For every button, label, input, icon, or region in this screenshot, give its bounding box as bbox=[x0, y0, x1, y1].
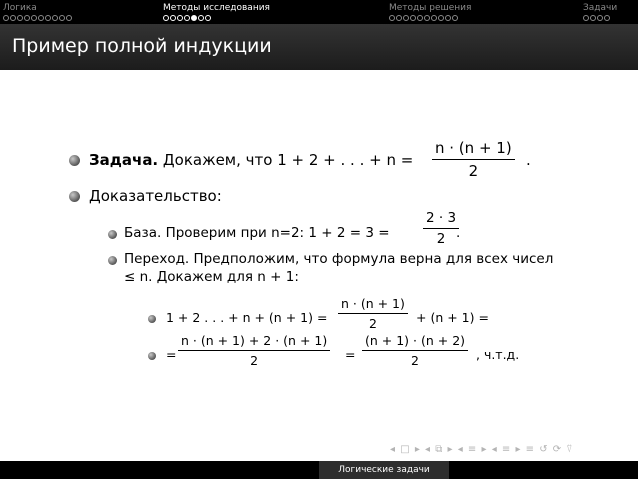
nav-frame-dot[interactable] bbox=[597, 15, 603, 21]
nav-frame-dot[interactable] bbox=[198, 15, 204, 21]
nav-frame-dot[interactable] bbox=[431, 15, 437, 21]
nav-section-dots[interactable] bbox=[3, 15, 73, 21]
task-text: Докажем, что 1 + 2 + . . . + n = bbox=[162, 151, 414, 169]
fraction-numerator: (n + 1) · (n + 2) bbox=[362, 333, 468, 351]
fraction-numerator: n · (n + 1) bbox=[432, 139, 515, 160]
fraction-denominator: 2 bbox=[250, 353, 259, 368]
footer-presentation-title: Логические задачи bbox=[319, 461, 449, 479]
fraction-denominator: 2 bbox=[368, 316, 377, 331]
bullet-icon bbox=[108, 230, 117, 239]
bullet-icon bbox=[148, 315, 156, 323]
fraction-denominator: 2 bbox=[436, 231, 446, 247]
nav-section-label: Логика bbox=[3, 3, 37, 13]
bullet-icon bbox=[148, 352, 156, 360]
nav-frame-dot[interactable] bbox=[170, 15, 176, 21]
nav-frame-dot[interactable] bbox=[445, 15, 451, 21]
nav-frame-dot[interactable] bbox=[438, 15, 444, 21]
nav-frame-dot[interactable] bbox=[52, 15, 58, 21]
nav-section-label: Задачи bbox=[583, 3, 618, 13]
slide-title: Пример полной индукции bbox=[12, 35, 272, 57]
nav-frame-dot[interactable] bbox=[31, 15, 37, 21]
nav-frame-dot[interactable] bbox=[3, 15, 9, 21]
inductive-step-line-1: Переход. Предположим, что формула верна для всех чисел bbox=[124, 251, 554, 267]
nav-frame-dot[interactable] bbox=[417, 15, 423, 21]
nav-frame-dot[interactable] bbox=[396, 15, 402, 21]
nav-frame-dot[interactable] bbox=[590, 15, 596, 21]
equation-line-2-middle: = bbox=[345, 347, 356, 362]
bullet-icon bbox=[108, 256, 117, 265]
nav-frame-dot[interactable] bbox=[403, 15, 409, 21]
nav-frame-dot[interactable] bbox=[424, 15, 430, 21]
inductive-step-line-2: ≤ n. Докажем для n + 1: bbox=[124, 269, 299, 285]
base-case-fraction bbox=[423, 210, 459, 247]
nav-section-label: Методы исследования bbox=[163, 3, 270, 13]
nav-section-solution-methods[interactable] bbox=[389, 3, 471, 21]
nav-frame-dot[interactable] bbox=[163, 15, 169, 21]
equation-line-2-left: = bbox=[166, 347, 177, 362]
fraction-numerator: 2 · 3 bbox=[423, 210, 459, 229]
nav-section-problems[interactable] bbox=[583, 3, 617, 21]
fraction-denominator: 2 bbox=[468, 162, 479, 180]
nav-frame-dot[interactable] bbox=[583, 15, 589, 21]
equation-line-2-fraction-2 bbox=[362, 333, 468, 368]
equation-line-2-fraction-1 bbox=[178, 333, 330, 368]
nav-frame-dot[interactable] bbox=[10, 15, 16, 21]
nav-frame-dot[interactable] bbox=[45, 15, 51, 21]
base-case-text: База. Проверим при n=2: 1 + 2 = 3 = bbox=[124, 225, 390, 241]
proof-heading: Доказательство: bbox=[89, 187, 222, 205]
equation-line-1-left: 1 + 2 . . . + n + (n + 1) = bbox=[166, 310, 328, 325]
task-statement bbox=[89, 151, 413, 169]
nav-section-dots[interactable] bbox=[389, 15, 471, 21]
section-navigation-bar bbox=[0, 0, 638, 24]
nav-section-dots[interactable] bbox=[163, 15, 270, 21]
fraction-denominator: 2 bbox=[411, 353, 419, 368]
nav-frame-dot[interactable] bbox=[17, 15, 23, 21]
footer-bar bbox=[0, 461, 638, 479]
nav-frame-dot[interactable] bbox=[38, 15, 44, 21]
nav-section-label: Методы решения bbox=[389, 3, 472, 13]
task-period: . bbox=[526, 151, 531, 169]
equation-line-1-right: + (n + 1) = bbox=[416, 310, 489, 325]
nav-frame-dot[interactable] bbox=[59, 15, 65, 21]
nav-frame-dot[interactable] bbox=[177, 15, 183, 21]
nav-frame-dot[interactable] bbox=[452, 15, 458, 21]
beamer-navigation-icons[interactable]: ◂ □ ▸ ◂ ⧉ ▸ ◂ ≡ ▸ ◂ ≡ ▸ ≡ ↺ ⟳ ⍢ bbox=[390, 444, 574, 455]
nav-section-logic[interactable] bbox=[3, 3, 73, 21]
nav-section-research-methods[interactable] bbox=[163, 3, 270, 21]
nav-frame-dot[interactable] bbox=[66, 15, 72, 21]
nav-frame-dot[interactable] bbox=[389, 15, 395, 21]
nav-frame-dot[interactable] bbox=[410, 15, 416, 21]
nav-frame-dot[interactable] bbox=[191, 15, 197, 21]
equation-line-1-fraction bbox=[338, 296, 408, 331]
fraction-numerator: n · (n + 1) bbox=[338, 296, 408, 314]
bullet-icon bbox=[69, 155, 80, 166]
frame-title-bar bbox=[0, 24, 638, 70]
base-case-period: . bbox=[456, 225, 461, 241]
nav-frame-dot[interactable] bbox=[604, 15, 610, 21]
fraction-numerator: n · (n + 1) + 2 · (n + 1) bbox=[178, 333, 330, 351]
equation-line-2-end: , ч.т.д. bbox=[476, 347, 520, 362]
task-label: Задача. bbox=[89, 151, 159, 169]
nav-frame-dot[interactable] bbox=[184, 15, 190, 21]
task-fraction bbox=[432, 139, 515, 180]
bullet-icon bbox=[69, 191, 80, 202]
nav-section-dots[interactable] bbox=[583, 15, 617, 21]
nav-frame-dot[interactable] bbox=[205, 15, 211, 21]
nav-frame-dot[interactable] bbox=[24, 15, 30, 21]
